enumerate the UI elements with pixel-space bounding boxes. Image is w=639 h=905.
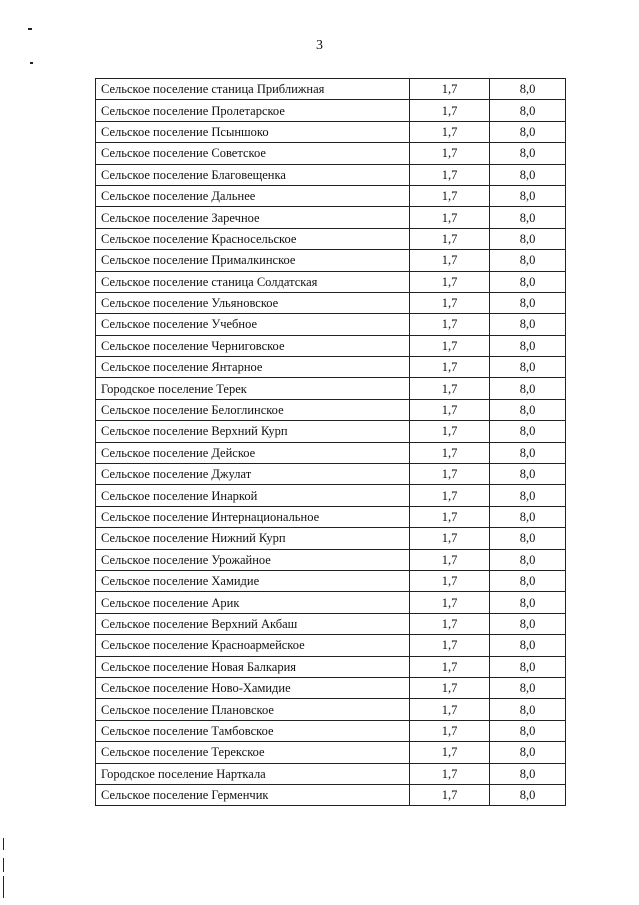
settlement-name-cell: Сельское поселение Герменчик [96, 784, 410, 805]
value-2-cell: 8,0 [490, 121, 566, 142]
value-2-cell: 8,0 [490, 399, 566, 420]
value-2-cell: 8,0 [490, 464, 566, 485]
settlement-name-cell: Сельское поселение Советское [96, 143, 410, 164]
value-2-cell: 8,0 [490, 207, 566, 228]
value-2-cell: 8,0 [490, 720, 566, 741]
table-row [96, 528, 566, 549]
value-1-cell: 1,7 [410, 143, 490, 164]
table-row [96, 784, 566, 805]
value-1-cell: 1,7 [410, 677, 490, 698]
value-1-cell: 1,7 [410, 528, 490, 549]
value-1-cell: 1,7 [410, 185, 490, 206]
table-row [96, 399, 566, 420]
table-row [96, 378, 566, 399]
value-1-cell: 1,7 [410, 357, 490, 378]
settlement-name-cell: Сельское поселение Ново-Хамидие [96, 677, 410, 698]
value-2-cell: 8,0 [490, 314, 566, 335]
value-2-cell: 8,0 [490, 699, 566, 720]
value-2-cell: 8,0 [490, 421, 566, 442]
value-2-cell: 8,0 [490, 292, 566, 313]
table-row [96, 592, 566, 613]
value-1-cell: 1,7 [410, 399, 490, 420]
value-2-cell: 8,0 [490, 335, 566, 356]
settlement-name-cell: Сельское поселение Плановское [96, 699, 410, 720]
settlement-name-cell: Сельское поселение Верхний Курп [96, 421, 410, 442]
settlement-name-cell: Сельское поселение станица Приближная [96, 79, 410, 100]
table-row [96, 506, 566, 527]
value-1-cell: 1,7 [410, 421, 490, 442]
value-1-cell: 1,7 [410, 250, 490, 271]
settlement-name-cell: Сельское поселение Джулат [96, 464, 410, 485]
table-row [96, 613, 566, 634]
value-1-cell: 1,7 [410, 79, 490, 100]
value-2-cell: 8,0 [490, 271, 566, 292]
settlement-name-cell: Сельское поселение Дейское [96, 442, 410, 463]
table-row [96, 271, 566, 292]
table-row [96, 250, 566, 271]
value-2-cell: 8,0 [490, 635, 566, 656]
value-2-cell: 8,0 [490, 570, 566, 591]
table-row [96, 207, 566, 228]
value-2-cell: 8,0 [490, 763, 566, 784]
settlement-name-cell: Сельское поселение станица Солдатская [96, 271, 410, 292]
table-row [96, 100, 566, 121]
value-1-cell: 1,7 [410, 464, 490, 485]
value-2-cell: 8,0 [490, 656, 566, 677]
value-1-cell: 1,7 [410, 164, 490, 185]
settlement-name-cell: Сельское поселение Заречное [96, 207, 410, 228]
scan-artifact [3, 858, 4, 872]
page-number: 3 [316, 38, 323, 53]
value-2-cell: 8,0 [490, 528, 566, 549]
settlement-name-cell: Городское поселение Терек [96, 378, 410, 399]
value-1-cell: 1,7 [410, 314, 490, 335]
value-1-cell: 1,7 [410, 656, 490, 677]
value-2-cell: 8,0 [490, 506, 566, 527]
value-2-cell: 8,0 [490, 185, 566, 206]
table-row [96, 656, 566, 677]
table-row [96, 570, 566, 591]
value-1-cell: 1,7 [410, 292, 490, 313]
value-1-cell: 1,7 [410, 592, 490, 613]
settlement-name-cell: Сельское поселение Дальнее [96, 185, 410, 206]
settlement-name-cell: Сельское поселение Терекское [96, 742, 410, 763]
value-1-cell: 1,7 [410, 720, 490, 741]
value-1-cell: 1,7 [410, 699, 490, 720]
value-1-cell: 1,7 [410, 378, 490, 399]
table-row [96, 464, 566, 485]
settlement-name-cell: Сельское поселение Новая Балкария [96, 656, 410, 677]
value-1-cell: 1,7 [410, 442, 490, 463]
table-row [96, 228, 566, 249]
settlement-name-cell: Сельское поселение Ульяновское [96, 292, 410, 313]
table-row [96, 335, 566, 356]
table-body [96, 79, 566, 806]
value-1-cell: 1,7 [410, 549, 490, 570]
settlements-table [95, 78, 566, 806]
table-row [96, 677, 566, 698]
table-row [96, 164, 566, 185]
value-1-cell: 1,7 [410, 570, 490, 591]
scan-artifact [28, 28, 32, 30]
settlement-name-cell: Сельское поселение Белоглинское [96, 399, 410, 420]
value-2-cell: 8,0 [490, 592, 566, 613]
settlement-name-cell: Сельское поселение Пролетарское [96, 100, 410, 121]
scan-artifact [30, 62, 33, 64]
table-row [96, 314, 566, 335]
value-2-cell: 8,0 [490, 742, 566, 763]
settlement-name-cell: Сельское поселение Инаркой [96, 485, 410, 506]
value-2-cell: 8,0 [490, 442, 566, 463]
value-2-cell: 8,0 [490, 100, 566, 121]
table-row [96, 357, 566, 378]
value-1-cell: 1,7 [410, 121, 490, 142]
table-row [96, 121, 566, 142]
value-2-cell: 8,0 [490, 79, 566, 100]
value-2-cell: 8,0 [490, 378, 566, 399]
value-2-cell: 8,0 [490, 164, 566, 185]
value-1-cell: 1,7 [410, 763, 490, 784]
settlement-name-cell: Сельское поселение Арик [96, 592, 410, 613]
value-2-cell: 8,0 [490, 549, 566, 570]
settlement-name-cell: Городское поселение Нарткала [96, 763, 410, 784]
table-row [96, 143, 566, 164]
settlement-name-cell: Сельское поселение Тамбовское [96, 720, 410, 741]
value-1-cell: 1,7 [410, 506, 490, 527]
table-row [96, 185, 566, 206]
value-1-cell: 1,7 [410, 485, 490, 506]
table-row [96, 742, 566, 763]
settlement-name-cell: Сельское поселение Интернациональное [96, 506, 410, 527]
settlement-name-cell: Сельское поселение Урожайное [96, 549, 410, 570]
settlement-name-cell: Сельское поселение Прималкинское [96, 250, 410, 271]
table-row [96, 421, 566, 442]
value-1-cell: 1,7 [410, 228, 490, 249]
table-row [96, 720, 566, 741]
settlement-name-cell: Сельское поселение Черниговское [96, 335, 410, 356]
value-2-cell: 8,0 [490, 677, 566, 698]
value-2-cell: 8,0 [490, 143, 566, 164]
settlement-name-cell: Сельское поселение Красноармейское [96, 635, 410, 656]
settlement-name-cell: Сельское поселение Нижний Курп [96, 528, 410, 549]
value-2-cell: 8,0 [490, 228, 566, 249]
table-row [96, 79, 566, 100]
settlement-name-cell: Сельское поселение Верхний Акбаш [96, 613, 410, 634]
table-row [96, 549, 566, 570]
value-2-cell: 8,0 [490, 250, 566, 271]
value-1-cell: 1,7 [410, 784, 490, 805]
table-row [96, 699, 566, 720]
table-row [96, 292, 566, 313]
settlement-name-cell: Сельское поселение Янтарное [96, 357, 410, 378]
settlement-name-cell: Сельское поселение Благовещенка [96, 164, 410, 185]
scan-artifact [3, 876, 4, 898]
table-row [96, 763, 566, 784]
value-2-cell: 8,0 [490, 485, 566, 506]
settlement-name-cell: Сельское поселение Псыншоко [96, 121, 410, 142]
table-row [96, 442, 566, 463]
scan-artifact [3, 838, 4, 850]
settlement-name-cell: Сельское поселение Учебное [96, 314, 410, 335]
table-row [96, 485, 566, 506]
value-1-cell: 1,7 [410, 742, 490, 763]
value-1-cell: 1,7 [410, 635, 490, 656]
value-1-cell: 1,7 [410, 271, 490, 292]
table-row [96, 635, 566, 656]
value-2-cell: 8,0 [490, 357, 566, 378]
settlement-name-cell: Сельское поселение Красносельское [96, 228, 410, 249]
value-1-cell: 1,7 [410, 207, 490, 228]
settlement-name-cell: Сельское поселение Хамидие [96, 570, 410, 591]
value-2-cell: 8,0 [490, 784, 566, 805]
value-2-cell: 8,0 [490, 613, 566, 634]
value-1-cell: 1,7 [410, 613, 490, 634]
value-1-cell: 1,7 [410, 335, 490, 356]
value-1-cell: 1,7 [410, 100, 490, 121]
